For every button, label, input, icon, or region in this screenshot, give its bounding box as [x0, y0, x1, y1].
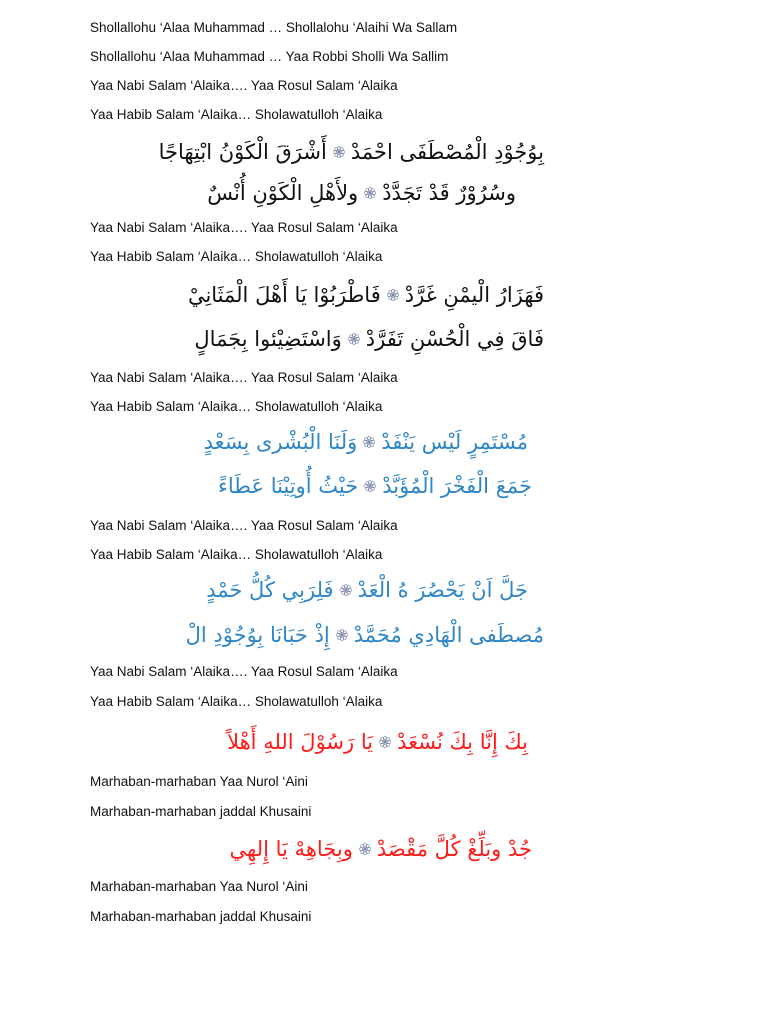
verse-hemistich: فَاقَ فِي الْحُسْنِ تَفَرَّدْ — [365, 327, 544, 351]
text-line: Yaa Nabi Salam ‘Alaika…. Yaa Rosul Salam ‘Alaika — [90, 664, 398, 679]
verse-line — [218, 470, 532, 502]
verse-hemistich: وسُرُوْرٌ قَدْ تَجَدَّدْ — [382, 181, 516, 205]
flower-ornament-icon — [340, 584, 352, 596]
verse-hemistich: جَلَّ اَنْ يَحْصُرَ هُ الْعَدْ — [357, 578, 528, 602]
flower-ornament-icon — [336, 629, 348, 641]
verse-hemistich: يَا رَسُوْلَ اللهِ أَهْلاً — [227, 730, 374, 754]
verse-hemistich: حَيْثُ أُوتِيْنَا عَطَاءً — [218, 474, 359, 498]
verse-hemistich: مُسْتَمِرٍ لَيْس يَنْفَدْ — [381, 430, 528, 454]
verse-line — [194, 323, 544, 355]
flower-ornament-icon — [387, 289, 399, 301]
verse-hemistich: وَلَنَا الْبُشْرى بِسَعْدٍ — [203, 430, 358, 454]
text-line: Marhaban-marhaban jaddal Khusaini — [90, 909, 312, 924]
verse-line — [188, 279, 544, 311]
flower-ornament-icon — [379, 736, 391, 748]
verse-hemistich: فَاطْرَبُوْا يَا أَهْلَ الْمَثَانِيْ — [187, 283, 381, 307]
verse-hemistich: بِكَ إِنَّا بِكَ نُسْعَدْ — [397, 730, 528, 754]
flower-ornament-icon — [348, 333, 360, 345]
flower-ornament-icon — [364, 187, 376, 199]
verse-line — [159, 136, 544, 168]
verse-line — [227, 726, 528, 758]
text-line: Yaa Nabi Salam ‘Alaika…. Yaa Rosul Salam ‘Alaika — [90, 518, 398, 533]
verse-hemistich: مُصطَفى الْهَادِي مُحَمَّدْ — [353, 623, 544, 647]
verse-hemistich: وَاسْتَضِيْئوا بِجَمَالٍ — [194, 327, 342, 351]
verse-line — [204, 426, 528, 458]
verse-hemistich: وبِجَاهِهْ يَا إِلهِي — [229, 837, 353, 861]
verse-hemistich: جَمَعَ الْفَخْرَ الْمُؤَبَّدْ — [382, 474, 532, 498]
text-line: Shollallohu ‘Alaa Muhammad … Yaa Robbi Sholli Wa Sallim — [90, 49, 449, 64]
verse-line — [186, 619, 544, 651]
verse-hemistich: جُدْ وبَلِّغْ كُلَّ مَقْصَدْ — [376, 837, 532, 861]
verse-hemistich: فَلِرَبِي كُلُّ حَمْدٍ — [206, 578, 334, 602]
text-line: Shollallohu ‘Alaa Muhammad … Shollalohu ‘Alaihi Wa Sallam — [90, 20, 458, 35]
verse-hemistich: إِذْ حَبَانَا بِوُجُوْدِ الْ — [185, 623, 330, 647]
flower-ornament-icon — [333, 146, 345, 158]
text-line: Yaa Habib Salam ‘Alaika… Sholawatulloh ‘Alaika — [90, 694, 383, 709]
verse-line — [206, 574, 528, 606]
verse-hemistich: فَهَزَارُ الْيمْنِ غَرَّدْ — [404, 283, 544, 307]
text-line: Yaa Habib Salam ‘Alaika… Sholawatulloh ‘Alaika — [90, 249, 383, 264]
flower-ornament-icon — [359, 843, 371, 855]
verse-hemistich: بِوُجُوْدِ الْمُصْطَفَى احْمَدْ — [350, 140, 544, 164]
flower-ornament-icon — [363, 436, 375, 448]
verse-line — [207, 177, 516, 209]
verse-hemistich: ولأَهْلِ الْكَوْنِ أُنْسٌ — [207, 181, 359, 205]
text-line: Yaa Nabi Salam ‘Alaika…. Yaa Rosul Salam ‘Alaika — [90, 370, 398, 385]
text-line: Yaa Nabi Salam ‘Alaika…. Yaa Rosul Salam ‘Alaika — [90, 220, 398, 235]
text-line: Yaa Habib Salam ‘Alaika… Sholawatulloh ‘Alaika — [90, 107, 383, 122]
text-line: Yaa Habib Salam ‘Alaika… Sholawatulloh ‘Alaika — [90, 547, 383, 562]
flower-ornament-icon — [364, 480, 376, 492]
text-line: Yaa Habib Salam ‘Alaika… Sholawatulloh ‘Alaika — [90, 399, 383, 414]
text-line: Yaa Nabi Salam ‘Alaika…. Yaa Rosul Salam ‘Alaika — [90, 78, 398, 93]
text-line: Marhaban-marhaban Yaa Nurol ‘Aini — [90, 879, 308, 894]
text-line: Marhaban-marhaban Yaa Nurol ‘Aini — [90, 774, 308, 789]
verse-hemistich: أَشْرَقَ الْكَوْنُ ابْتِهَاجًا — [158, 140, 327, 164]
verse-line — [230, 833, 532, 865]
text-line: Marhaban-marhaban jaddal Khusaini — [90, 804, 312, 819]
